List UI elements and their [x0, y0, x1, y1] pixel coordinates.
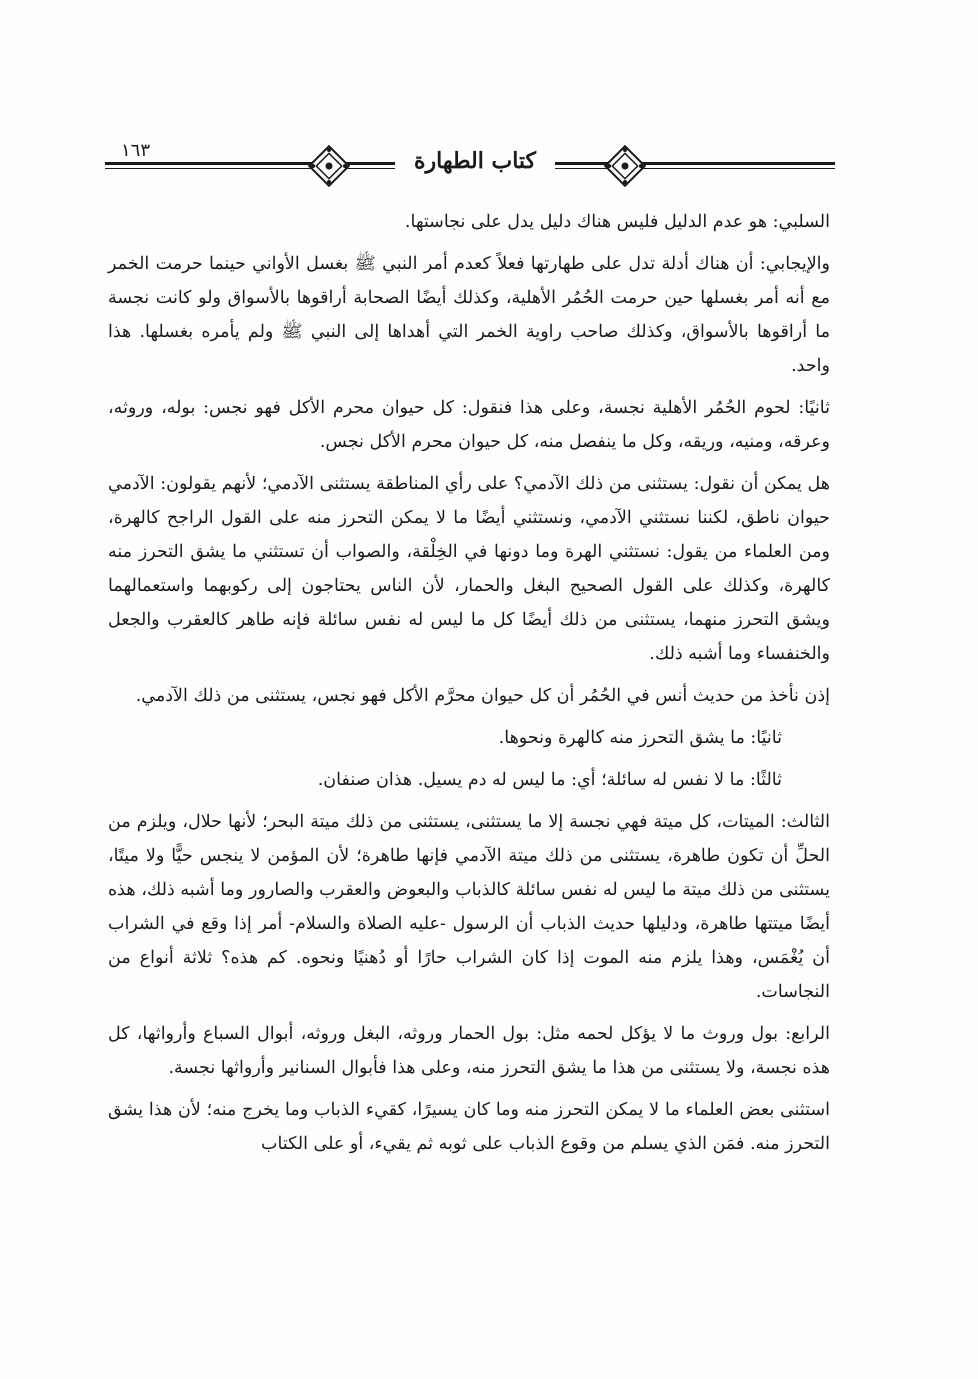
paragraph: الثالث: الميتات، كل ميتة فهي نجسة إلا ما يستثنى، يستثنى من ذلك ميتة البحر؛ لأنها حلال، ويلزم من الحلِّ أن تكون طاهرة، يستثنى من ذلك ميتة الآدمي فإنها طاهرة؛ لأن المؤمن لا ينجس حيًّا ولا ميتًا، يستثنى من ذلك ميتة ما ليس له نفس سائلة كالذباب والبعوض والعقرب والصارور وما أشبه ذلك، هذه أيضًا ميتتها طاهرة، ودليلها حديث الذباب أن الرسول -عليه الصلاة والسلام- أمر إذا وقع في الشراب أن يُغْمَس، وهذا يلزم منه الموت إذا كان الشراب حارًا أو دُهنيًا ونحوه. كم هذه؟ ثلاثة أنواع من النجاسات. — [108, 812, 830, 1002]
paragraph: والإيجابي: أن هناك أدلة تدل على طهارتها فعلاً كعدم أمر النبي ﷺ بغسل الأواني حينما حرمت الخمر مع أنه أمر بغسلها حين حرمت الحُمُر الأهلية، وكذلك أيضًا الصحابة أراقوها بالأسواق ولو كانت نجسة ما أراقوها بالأسواق، وكذلك صاحب راوية الخمر التي أهداها إلى النبي ﷺ ولم يأمره بغسلها. هذا واحد. — [108, 254, 830, 376]
page-number: ١٦٣ — [117, 140, 154, 161]
ornament-icon-left — [307, 144, 351, 188]
page-body — [108, 205, 830, 1169]
paragraph: ثالثًا: ما لا نفس له سائلة؛ أي: ما ليس له دم يسيل. هذان صنفان. — [317, 770, 782, 790]
paragraph: استثنى بعض العلماء ما لا يمكن التحرز منه وما كان يسيرًا، كقيء الذباب وما يخرج منه؛ لأن هذا يشق التحرز منه. فمَن الذي يسلم من وقوع الذباب على ثوبه ثم يقيء، أو على الكتاب — [108, 1100, 830, 1154]
paragraph: الرابع: بول وروث ما لا يؤكل لحمه مثل: بول الحمار وروثه، البغل وروثه، أبوال السباع وأرواثها، كل هذه نجسة، ولا يستثنى من هذا ما يشق التحرز منه، وعلى هذا فأبوال السنانير وأرواثها نجسة. — [108, 1024, 830, 1078]
paragraph: ثانيًا: لحوم الحُمُر الأهلية نجسة، وعلى هذا فنقول: كل حيوان محرم الأكل فهو نجس: بوله، وروثه، وعرقه، ومنيه، وريقه، وكل ما ينفصل منه، كل حيوان محرم الأكل نجس. — [108, 398, 830, 452]
paragraph: السلبي: هو عدم الدليل فليس هناك دليل يدل على نجاستها. — [404, 212, 830, 232]
ornament-icon-right — [603, 144, 647, 188]
paragraph: إذن نأخذ من حديث أنس في الحُمُر أن كل حيوان محرَّم الأكل فهو نجس، يستثنى من ذلك الآدمي. — [135, 686, 830, 706]
paragraph: ثانيًا: ما يشق التحرز منه كالهرة ونحوها. — [498, 728, 782, 748]
paragraph: هل يمكن أن نقول: يستثنى من ذلك الآدمي؟ على رأي المناطقة يستثنى الآدمي؛ لأنهم يقولون: الآدمي حيوان ناطق، لكننا نستثني الآدمي، ونستثني أيضًا ما لا يمكن التحرز منه على القول الراجح كالهرة، ومن العلماء من يقول: نستثني الهرة وما دونها في الخِلْقة، والصواب أن تستثني ما يشق التحرز منه كالهرة، وكذلك على القول الصحيح البغل والحمار، لأن الناس يحتاجون إلى ركوبهما واستعمالهما ويشق التحرز منهما، يستثنى من ذلك أيضًا كل ما ليس له نفس سائلة فإنه طاهر كالعقرب والجعل والخنفساء وما أشبه ذلك. — [108, 474, 830, 664]
running-title: كتاب الطهارة — [395, 148, 555, 174]
page-header — [105, 140, 835, 190]
